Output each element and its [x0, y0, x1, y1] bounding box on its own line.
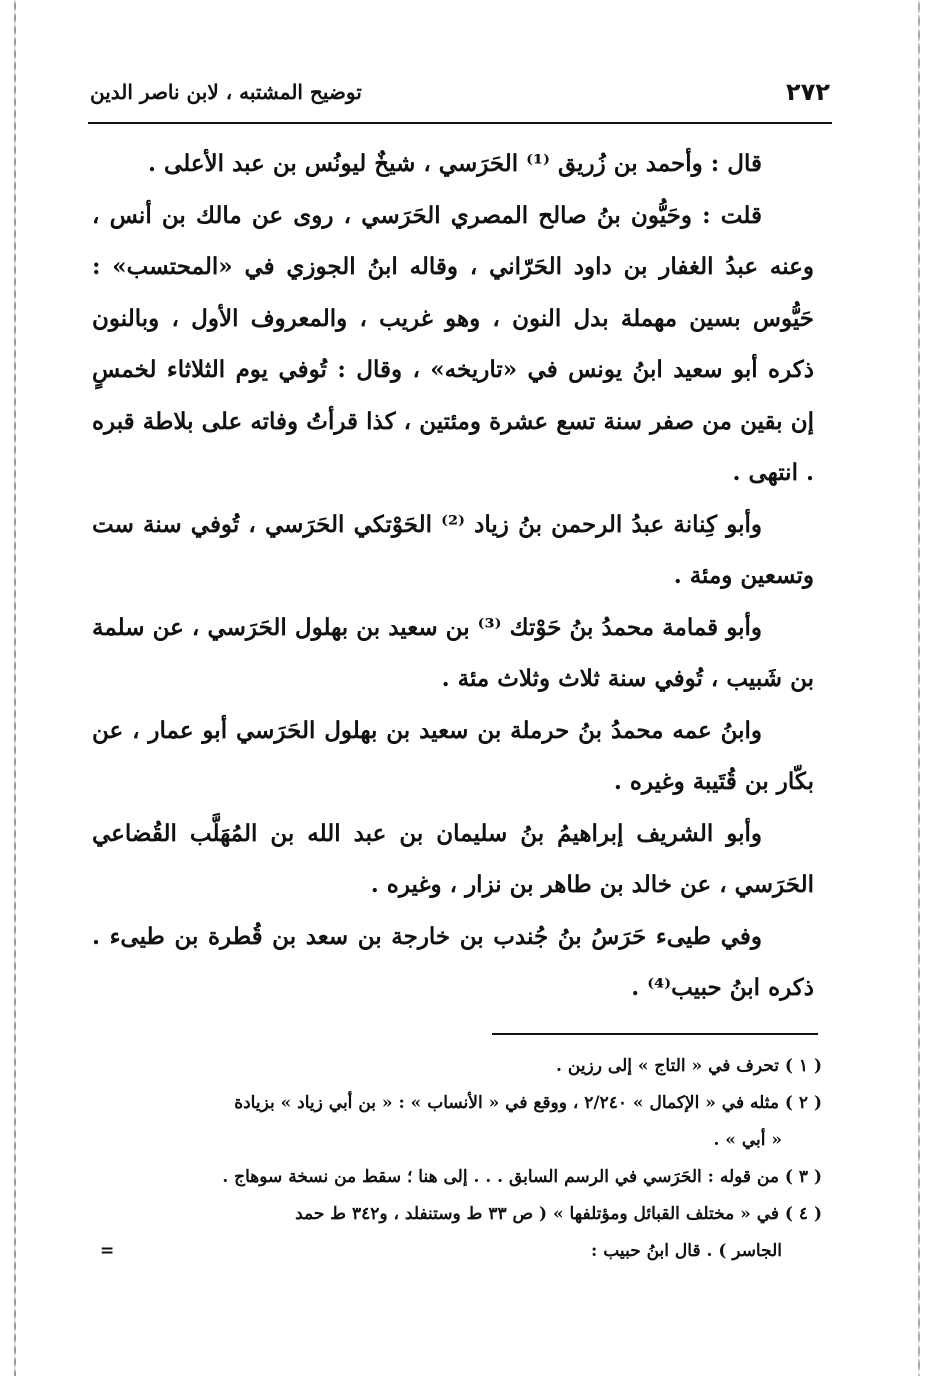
running-title: توضيح المشتبه ، لابن ناصر الدين — [90, 80, 362, 104]
scan-dotted-margin-right — [918, 0, 920, 1376]
header-rule — [88, 122, 832, 124]
footnote-3: ( ٣ ) من قوله : الحَرَسي في الرسم السابق . . . إلى هنا ؛ سقط من نسخة سوهاج . — [222, 1167, 822, 1187]
page-number: ٢٧٢ — [786, 78, 830, 106]
footnote-1: ( ١ ) تحرف في « التاج » إلى رزين . — [556, 1056, 822, 1076]
footnote-4: ( ٤ ) في « مختلف القبائل ومؤتلفها » ( ص ٣٣ ط وستنفلد ، و٣٤٢ ط حمد — [295, 1204, 822, 1224]
paragraph: وأبو كِنانة عبدُ الرحمن بنُ زياد ⁽²⁾ الحَوْتكي الحَرَسي ، تُوفي سنة ست وتسعين ومئة . — [92, 510, 814, 589]
scan-dotted-margin-left — [14, 0, 16, 1376]
page-header — [90, 78, 830, 118]
footnote-rule — [492, 1033, 818, 1035]
paragraph: قال : وأحمد بن زُريق ⁽¹⁾ الحَرَسي ، شيخٌ ليونُس بن عبد الأعلى . — [148, 150, 762, 177]
footnote-2: ( ٢ ) مثله في « الإكمال » ٢/٢٤٠ ، ووقع في « الأنساب » : « بن أبي زياد » بزيادة — [234, 1093, 822, 1113]
paragraph: وفي طيىء حَرَسُ بنُ جُندب بن خارجة بن سعد بن قُطرة بن طيىء . ذكره ابنُ حبيب⁽⁴⁾ . — [92, 922, 814, 1001]
main-text — [92, 138, 814, 1014]
footnote-2-continued: « أبي » . — [713, 1130, 782, 1150]
paragraph: وابنُ عمه محمدُ بنُ حرملة بن سعيد بن بهلول الحَرَسي أبو عمار ، عن بكّار بن قُتَيبة وغيره . — [92, 716, 814, 795]
paragraph: وأبو الشريف إبراهيمُ بنُ سليمان بن عبد الله بن المُهَلَّب القُضاعي الحَرَسي ، عن خالد بن طاهر بن نزار ، وغيره . — [92, 819, 814, 898]
continuation-mark: = — [100, 1241, 115, 1261]
footnote-4-continued-text: الجاسر ) . قال ابنُ حبيب : — [591, 1241, 782, 1261]
footnote-4-continued — [100, 1233, 822, 1270]
paragraph: قلت : وحَيُّون بنُ صالح المصري الحَرَسي ، روى عن مالك بن أنس ، وعنه عبدُ الغفار بن داود الحَرّاني ، وقاله ابنُ الجوزي في «المحتسب» : حَيُّوس بسين مهملة بدل النون ، وهو غريب ، والمعروف الأول ، وبالنون ذكره أبو سعيد ابنُ يونس في «تاريخه» ، وقال : تُوفي يوم الثلاثاء لخمسٍ إن بقين من صفر سنة تسع عشرة ومئتين ، كذا قرأتُ وفاته على بلاطة قبره . انتهى . — [92, 201, 814, 486]
paragraph: وأبو قمامة محمدُ بنُ حَوْتك ⁽³⁾ بن سعيد بن بهلول الحَرَسي ، عن سلمة بن شَبيب ، تُوفي سنة ثلاث وثلاث مئة . — [92, 613, 814, 692]
footnotes — [100, 1048, 822, 1270]
